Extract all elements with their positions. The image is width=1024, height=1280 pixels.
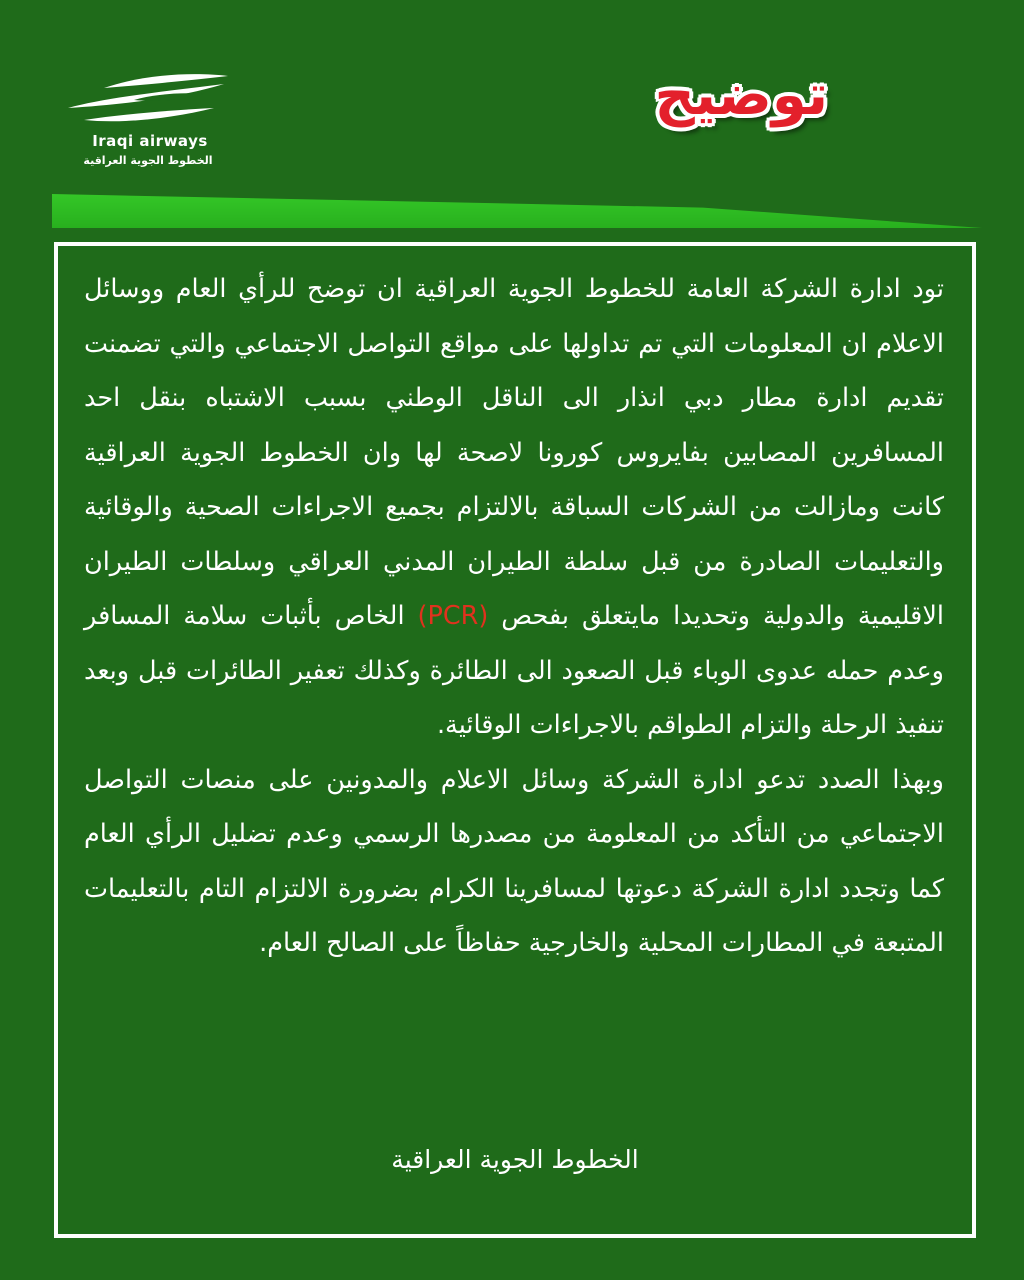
statement-paragraph-1 <box>84 262 944 753</box>
statement-text-1b: الخاص بأثبات سلامة المسافر وعدم حمله عدوى الوباء قبل الصعود الى الطائرة وكذلك تعفير الطائرات قبل وبعد تنفيذ الرحلة والتزام الطواقم بالاجراءات الوقائية. <box>84 601 944 740</box>
signature: الخطوط الجوية العراقية <box>391 1145 639 1174</box>
page-title: توضيح <box>654 63 828 128</box>
statement-paragraph-2: وبهذا الصدد تدعو ادارة الشركة وسائل الاعلام والمدونين على منصات التواصل الاجتماعي من التأكد من المعلومة من مصدرها الرسمي وعدم تضليل الرأي العام كما وتجدد ادارة الشركة دعوتها لمسافرينا الكرام بضرورة الالتزام التام بالتعليمات المتبعة في المطارات المحلية والخارجية حفاظاً على الصالح العام. <box>84 764 944 958</box>
iraqi-airways-logo <box>60 70 240 180</box>
header-divider-stripe <box>52 194 982 228</box>
logo-name-english: Iraqi airways <box>92 132 208 150</box>
pcr-highlight: (PCR) <box>417 601 489 631</box>
statement-body <box>84 262 944 971</box>
statement-text-1a: تود ادارة الشركة العامة للخطوط الجوية العراقية ان توضح للرأي العام ووسائل الاعلام ان المعلومات التي تم تداولها على مواقع التواصل الاجتماعي والتي تضمنت تقديم ادارة مطار دبي انذار الى الناقل الوطني بسبب الاشتباه بنقل احد المسافرين المصابين بفايروس كورونا لاصحة لها وان الخطوط الجوية العراقية كانت ومازالت من الشركات السباقة بالالتزام بجميع الاجراءات الصحية والوقائية والتعليمات الصادرة من قبل سلطة الطيران المدني العراقي وسلطات الطيران الاقليمية والدولية وتحديدا مايتعلق بفحص <box>84 274 944 631</box>
bird-emblem-icon <box>64 70 232 130</box>
logo-name-arabic: الخطوط الجوية العراقية <box>83 154 213 167</box>
